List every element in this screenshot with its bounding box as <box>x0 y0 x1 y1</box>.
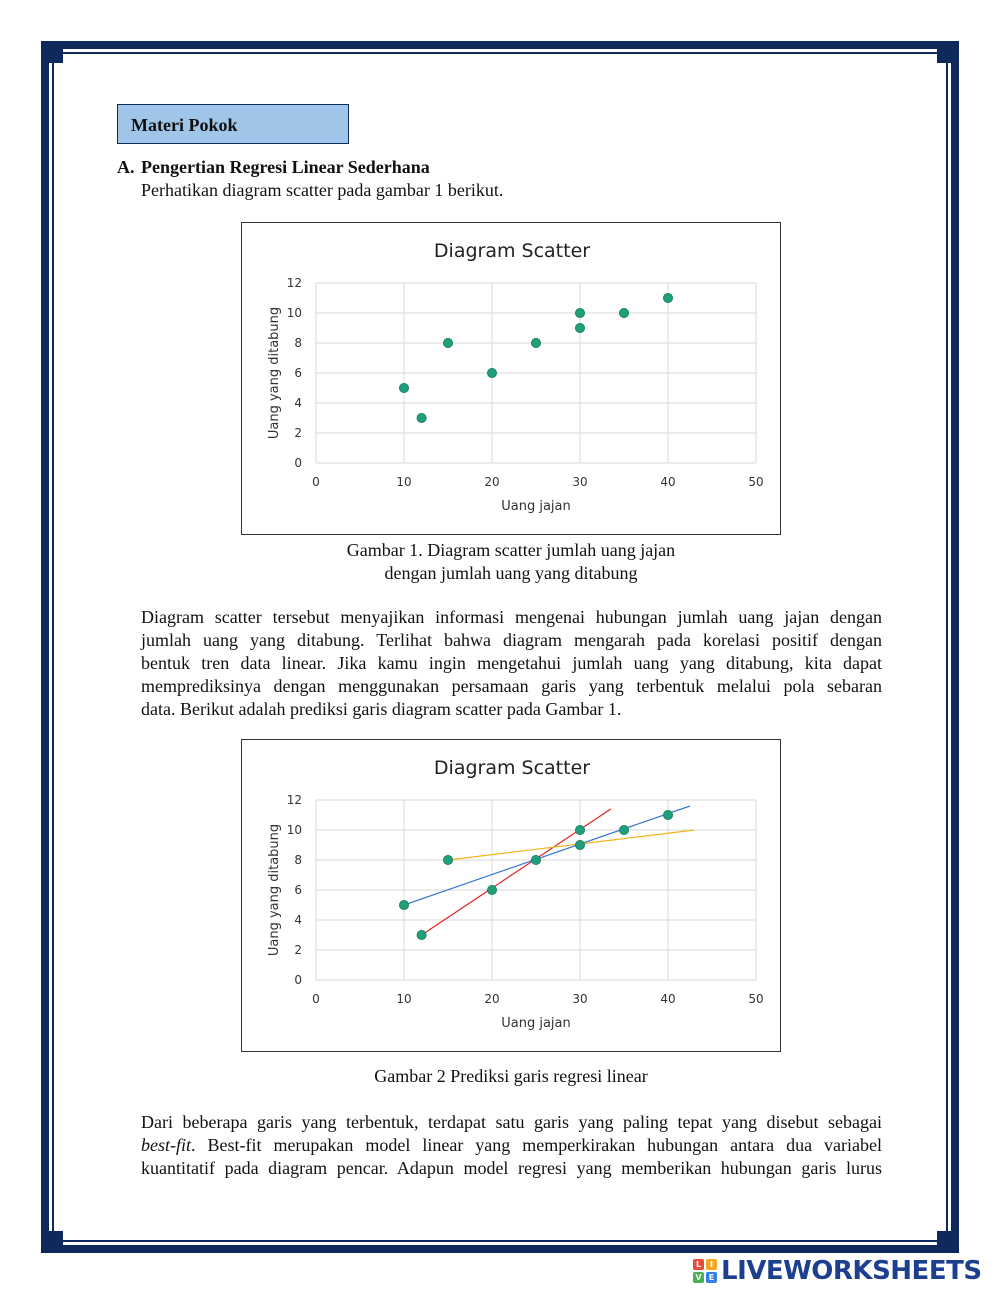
x-axis-label: Uang jajan <box>501 1016 571 1031</box>
scatter-chart-1-svg <box>242 223 782 536</box>
data-point <box>417 413 426 422</box>
x-tick-label: 0 <box>312 992 320 1006</box>
y-tick-label: 10 <box>286 823 302 837</box>
chart-title: Diagram Scatter <box>433 757 591 779</box>
paragraph-2-line: kuantitatif pada diagram pencar. Adapun model regresi yang memberikan hubungan garis lurus <box>141 1158 882 1178</box>
y-tick-label: 4 <box>294 913 302 927</box>
x-tick-label: 30 <box>572 475 588 489</box>
data-point <box>487 885 496 894</box>
y-tick-label: 0 <box>294 456 302 470</box>
frame-corner <box>41 41 63 63</box>
data-point <box>417 930 426 939</box>
caption-1-line-2: dengan jumlah uang yang ditabung <box>384 563 638 583</box>
heading-title: Pengertian Regresi Linear Sederhana <box>141 157 430 177</box>
paragraph-1-line: data. Berikut adalah prediksi garis diagram scatter pada Gambar 1. <box>141 699 622 719</box>
orange-line <box>448 830 694 860</box>
data-point <box>663 293 672 302</box>
y-tick-label: 2 <box>294 943 302 957</box>
x-tick-label: 0 <box>312 475 320 489</box>
paragraph-1-line: bentuk tren data linear. Jika kamu ingin mengetahui jumlah uang yang ditabung, kita dapat <box>141 653 882 673</box>
x-axis-label: Uang jajan <box>501 499 571 514</box>
caption-1 <box>241 539 781 585</box>
caption-2: Gambar 2 Prediksi garis regresi linear <box>374 1066 648 1086</box>
y-tick-label: 6 <box>294 366 302 380</box>
liveworksheets-icon <box>693 1259 717 1283</box>
data-point <box>399 900 408 909</box>
paragraph-2 <box>141 1111 882 1180</box>
data-point <box>619 825 628 834</box>
y-tick-label: 8 <box>294 853 302 867</box>
data-point <box>531 855 540 864</box>
y-tick-label: 6 <box>294 883 302 897</box>
x-tick-label: 50 <box>748 992 764 1006</box>
caption-1-line-1: Gambar 1. Diagram scatter jumlah uang jajan <box>346 540 676 560</box>
section-label: Materi Pokok <box>131 115 238 135</box>
paragraph-1-line: Diagram scatter tersebut menyajikan informasi mengenai hubungan jumlah uang jajan dengan <box>141 607 882 627</box>
y-tick-label: 2 <box>294 426 302 440</box>
x-tick-label: 10 <box>396 992 412 1006</box>
x-tick-label: 20 <box>484 992 500 1006</box>
chart-title: Diagram Scatter <box>433 240 591 262</box>
logo-tile: I <box>706 1259 717 1270</box>
paragraph-2-line <box>141 1134 882 1157</box>
logo-tile: V <box>693 1272 704 1283</box>
y-tick-label: 12 <box>286 793 302 807</box>
data-point <box>531 338 540 347</box>
paragraph-2-line-rest: . Best-fit merupakan model linear yang memperkirakan hubungan antara dua variabel <box>191 1135 882 1155</box>
data-point <box>575 323 584 332</box>
data-point <box>575 825 584 834</box>
y-axis-label: Uang yang ditabung <box>267 306 282 440</box>
paragraph-2-line: Dari beberapa garis yang terbentuk, terdapat satu garis yang paling tepat yang disebut sebagai <box>141 1112 882 1132</box>
y-tick-label: 4 <box>294 396 302 410</box>
heading-number: A. <box>117 157 135 177</box>
x-tick-label: 40 <box>660 475 676 489</box>
scatter-chart-2-svg <box>242 740 782 1063</box>
intro-text: Perhatikan diagram scatter pada gambar 1 berikut. <box>141 180 504 200</box>
data-point <box>663 810 672 819</box>
data-point <box>399 383 408 392</box>
data-point <box>443 855 452 864</box>
liveworksheets-logo <box>693 1258 982 1284</box>
y-tick-label: 10 <box>286 306 302 320</box>
y-axis-label: Uang yang ditabung <box>267 823 282 957</box>
y-tick-label: 12 <box>286 276 302 290</box>
frame-corner <box>41 1231 63 1253</box>
section-label-box <box>117 104 349 144</box>
scatter-chart-1 <box>241 222 781 535</box>
data-point <box>575 840 584 849</box>
paragraph-1-line: jumlah uang yang ditabung. Terlihat bahwa diagram mengarah pada korelasi positif dengan <box>141 630 882 650</box>
x-tick-label: 10 <box>396 475 412 489</box>
scatter-chart-2 <box>241 739 781 1052</box>
y-tick-label: 8 <box>294 336 302 350</box>
data-point <box>619 308 628 317</box>
frame-corner <box>937 1231 959 1253</box>
data-point <box>575 308 584 317</box>
liveworksheets-text: LIVEWORKSHEETS <box>721 1256 982 1286</box>
y-tick-label: 0 <box>294 973 302 987</box>
data-point <box>487 368 496 377</box>
logo-tile: L <box>693 1259 704 1270</box>
paragraph-1 <box>141 606 882 721</box>
logo-tile: E <box>706 1272 717 1283</box>
section-heading <box>117 157 430 178</box>
paragraph-1-line: memprediksinya dengan menggunakan persamaan garis yang terbentuk melalui pola sebaran <box>141 676 882 696</box>
data-point <box>443 338 452 347</box>
x-tick-label: 50 <box>748 475 764 489</box>
x-tick-label: 20 <box>484 475 500 489</box>
x-tick-label: 40 <box>660 992 676 1006</box>
x-tick-label: 30 <box>572 992 588 1006</box>
frame-corner <box>937 41 959 63</box>
best-fit-term: best-fit <box>141 1135 191 1155</box>
